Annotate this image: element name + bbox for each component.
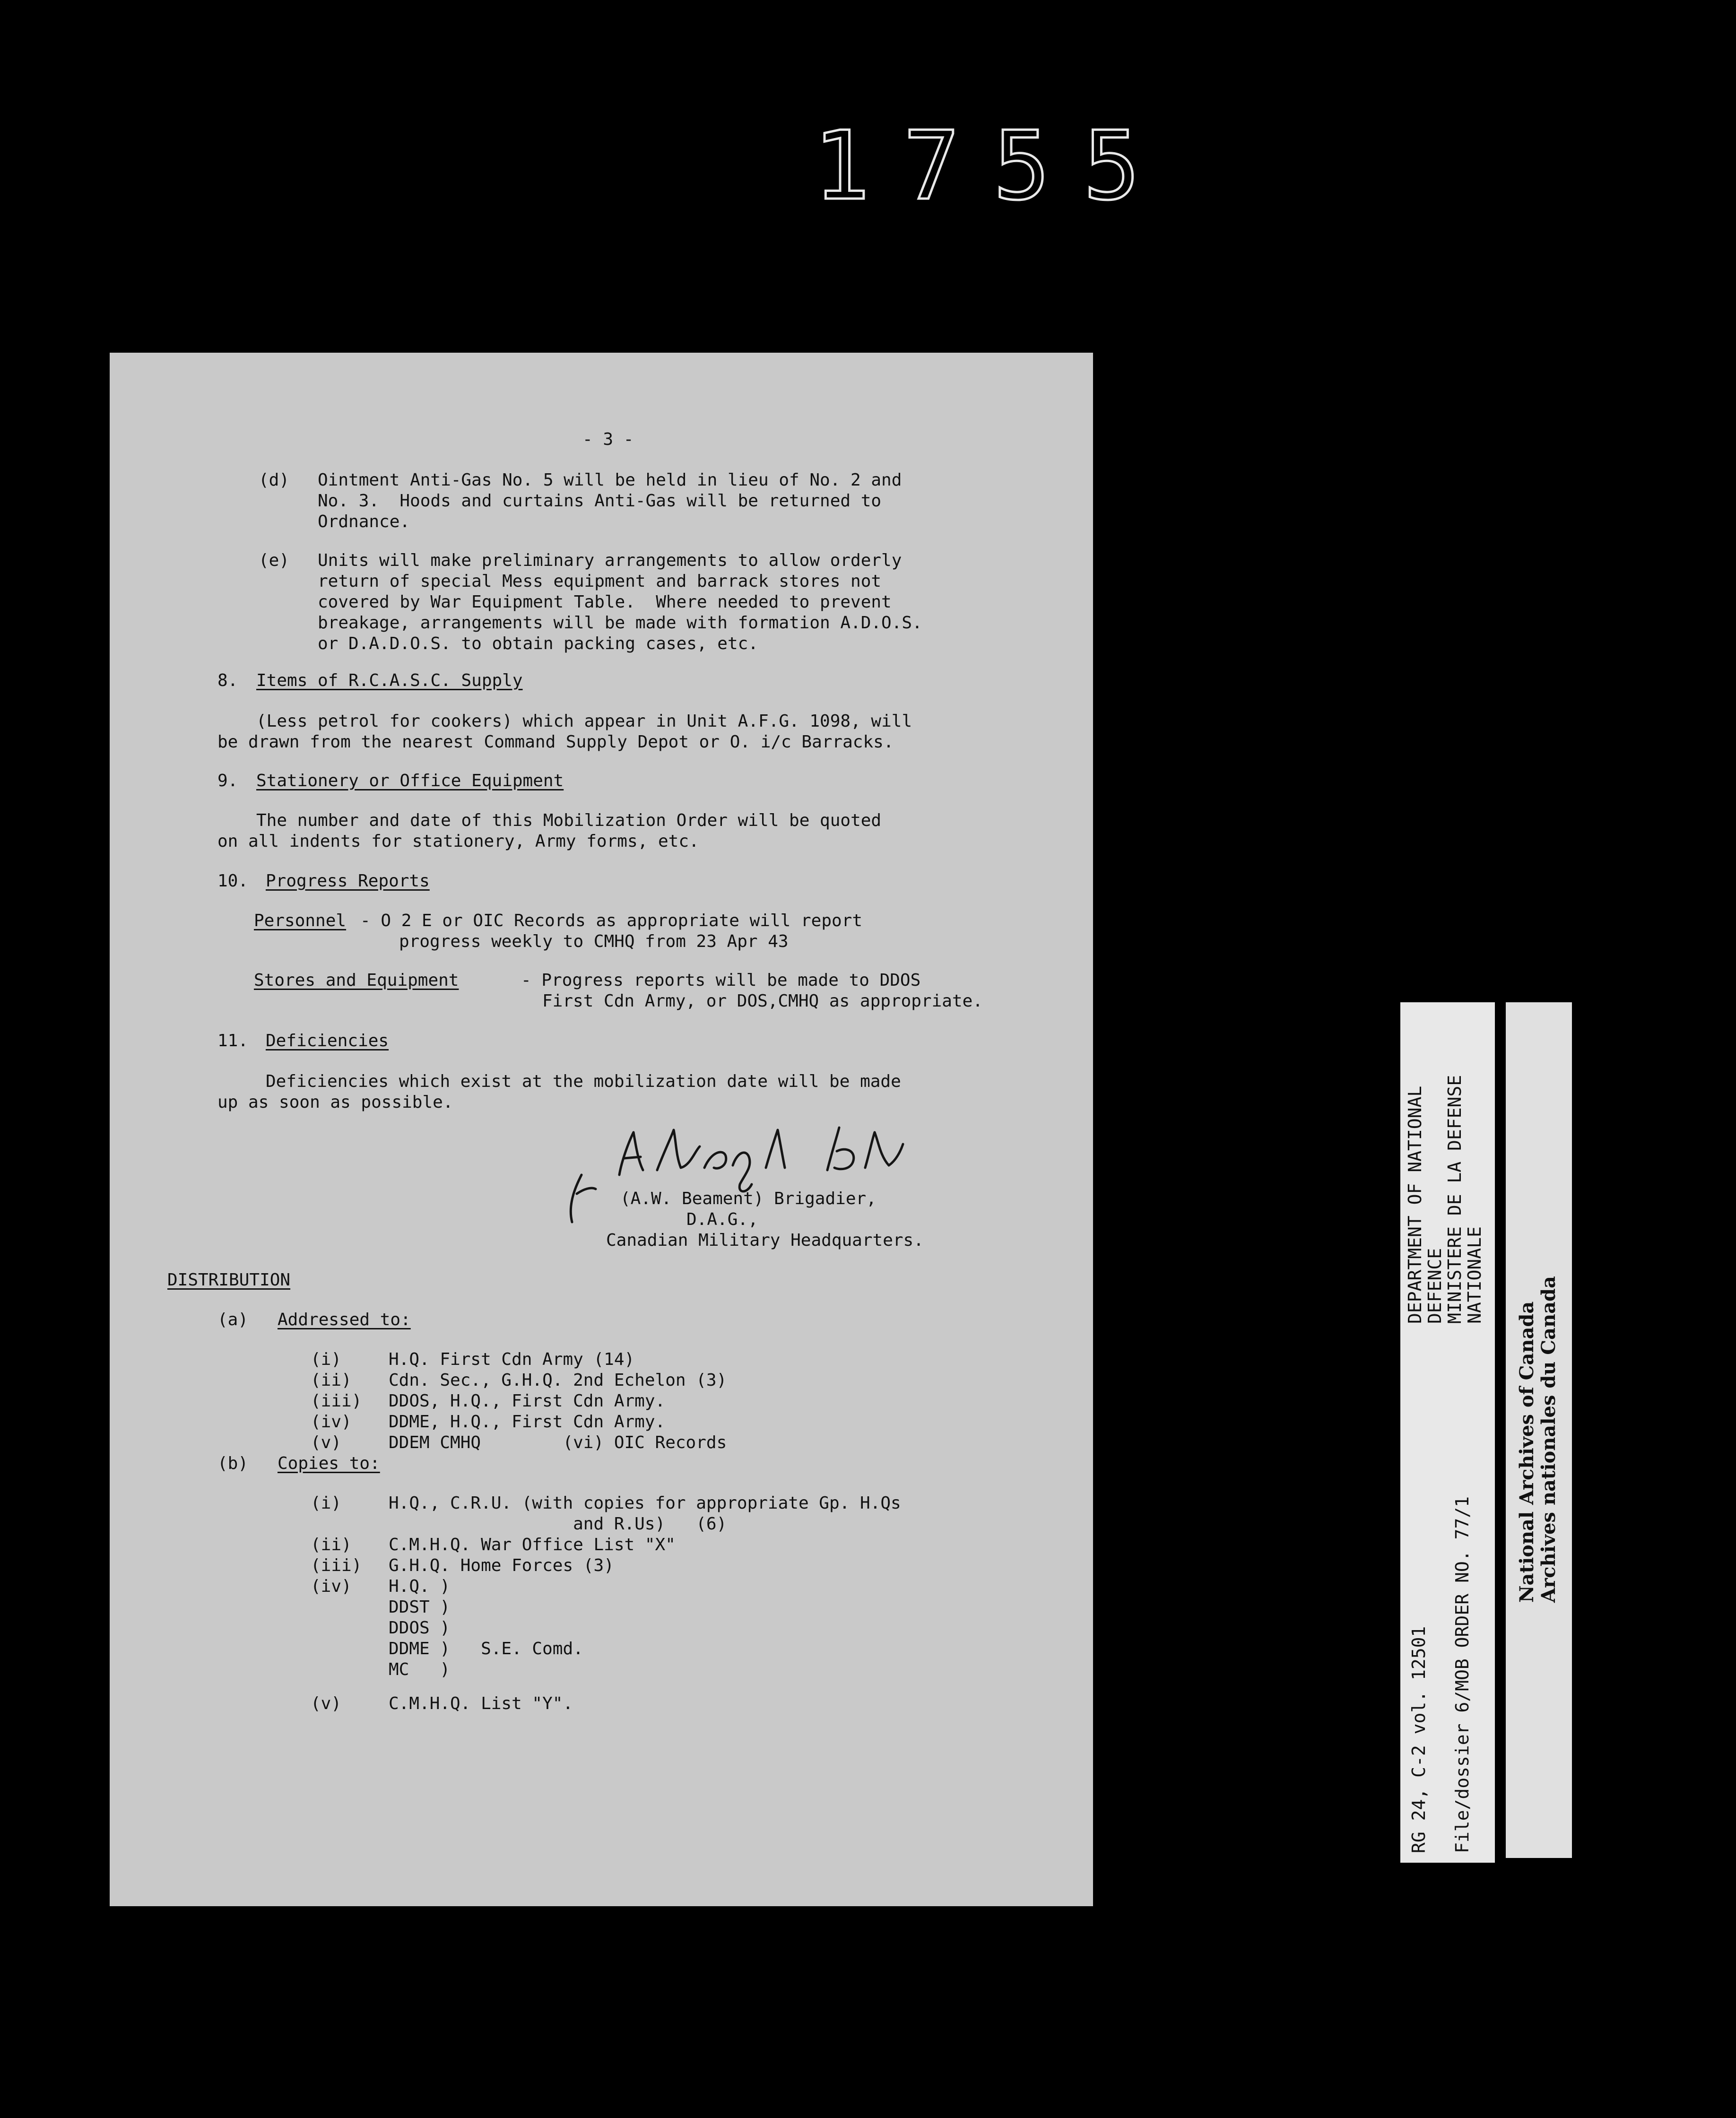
dist-b-heading: Copies to: (278, 1454, 380, 1473)
item-e-line: Units will make preliminary arrangements to allow orderly (318, 551, 902, 570)
section-11-number: 11. (217, 1031, 249, 1050)
archive-file: File/dossier 6/MOB ORDER NO. 77/1 (1452, 1496, 1473, 1853)
dist-a-num: (ii) (311, 1371, 352, 1390)
dist-b-num: (i) (311, 1493, 342, 1513)
dist-b-item: H.Q., C.R.U. (with copies for appropriate Gp. H.Qs (389, 1493, 901, 1513)
distribution-heading: DISTRIBUTION (167, 1270, 291, 1290)
section-9-number: 9. (217, 771, 238, 790)
dist-a-num: (iv) (311, 1412, 352, 1432)
dist-b-item: DDOS ) (389, 1618, 451, 1638)
item-d-label: (d) (259, 470, 290, 490)
personnel-line: - O 2 E or OIC Records as appropriate will report (360, 911, 863, 930)
section-10-number: 10. (217, 871, 249, 891)
dist-a-heading: Addressed to: (278, 1310, 411, 1329)
dist-a-item: DDEM CMHQ (vi) OIC Records (389, 1433, 727, 1452)
dist-b-num: (ii) (311, 1535, 352, 1554)
stores-line: First Cdn Army, or DOS,CMHQ as appropriate. (542, 991, 983, 1011)
national-archives-label (1506, 1002, 1572, 1858)
section-8-heading: Items of R.C.A.S.C. Supply (256, 671, 523, 690)
dist-a-num: (iii) (311, 1391, 362, 1411)
dist-a-num: (v) (311, 1433, 342, 1452)
archive-dept: MINISTERE DE LA DEFENSE (1444, 1075, 1465, 1324)
signatory-hq: Canadian Military Headquarters. (606, 1231, 924, 1250)
dist-b-item: G.H.Q. Home Forces (3) (389, 1556, 614, 1575)
handwritten-signature (563, 1123, 922, 1227)
dist-b-item: DDME ) S.E. Comd. (389, 1639, 583, 1658)
section-11-heading: Deficiencies (266, 1031, 389, 1050)
item-e-line: covered by War Equipment Table. Where needed to prevent (318, 592, 892, 612)
dist-a-item: DDOS, H.Q., First Cdn Army. (389, 1391, 666, 1411)
archive-reference: RG 24, C-2 vol. 12501 (1408, 1626, 1429, 1853)
section-10-heading: Progress Reports (266, 871, 430, 891)
personnel-line: progress weekly to CMHQ from 23 Apr 43 (399, 932, 789, 951)
dist-a-label: (a) (217, 1310, 249, 1329)
dist-a-item: DDME, H.Q., First Cdn Army. (389, 1412, 666, 1432)
nac-french: Archives nationales du Canada (1537, 1276, 1560, 1603)
dist-b-item: and R.Us) (6) (389, 1514, 727, 1534)
dist-b-label: (b) (217, 1454, 249, 1473)
dist-b-num: (iii) (311, 1556, 362, 1575)
archive-dept: DEPARTMENT OF NATIONAL (1405, 1085, 1425, 1324)
item-e-line: return of special Mess equipment and barrack stores not (318, 572, 882, 591)
item-d-line: Ointment Anti-Gas No. 5 will be held in lieu of No. 2 and (318, 470, 902, 490)
dist-a-item: H.Q. First Cdn Army (14) (389, 1350, 635, 1369)
dist-b-item: DDST ) (389, 1597, 451, 1617)
dist-a-num: (i) (311, 1350, 342, 1369)
dist-b-item: C.M.H.Q. War Office List "X" (389, 1535, 676, 1554)
item-e-label: (e) (259, 551, 290, 570)
personnel-label: Personnel (254, 911, 347, 930)
dist-b-item: C.M.H.Q. List "Y". (389, 1694, 573, 1713)
page-number: - 3 - (582, 430, 634, 449)
nac-english: National Archives of Canada (1516, 1301, 1538, 1603)
signatory-title: D.A.G., (686, 1210, 758, 1229)
archive-label (1400, 1002, 1495, 1863)
section-11-line: up as soon as possible. (217, 1093, 453, 1112)
dist-b-item: H.Q. ) (389, 1577, 451, 1596)
stores-line: - Progress reports will be made to DDOS (521, 971, 921, 990)
section-8-line: (Less petrol for cookers) which appear in Unit A.F.G. 1098, will (256, 712, 912, 731)
section-8-line: be drawn from the nearest Command Supply Depot or O. i/c Barracks. (217, 732, 894, 752)
section-8-number: 8. (217, 671, 238, 690)
frame-number: 1755 (813, 111, 1173, 221)
section-9-line: The number and date of this Mobilization Order will be quoted (256, 811, 882, 830)
section-9-heading: Stationery or Office Equipment (256, 771, 564, 790)
signatory-name: (A.W. Beament) Brigadier, (620, 1189, 877, 1208)
dist-b-num: (v) (311, 1694, 342, 1713)
item-d-line: Ordnance. (318, 512, 410, 531)
archive-dept: DEFENCE (1424, 1248, 1445, 1324)
item-e-line: breakage, arrangements will be made with formation A.D.O.S. (318, 613, 922, 633)
item-e-line: or D.A.D.O.S. to obtain packing cases, etc. (318, 634, 758, 653)
dist-b-num: (iv) (311, 1577, 352, 1596)
stores-label: Stores and Equipment (254, 971, 459, 990)
item-d-line: No. 3. Hoods and curtains Anti-Gas will be returned to (318, 491, 882, 511)
dist-a-item: Cdn. Sec., G.H.Q. 2nd Echelon (3) (389, 1371, 727, 1390)
archive-dept: NATIONALE (1464, 1226, 1485, 1324)
section-11-line: Deficiencies which exist at the mobilization date will be made (266, 1072, 901, 1091)
section-9-line: on all indents for stationery, Army forms, etc. (217, 832, 699, 851)
dist-b-item: MC ) (389, 1660, 451, 1679)
